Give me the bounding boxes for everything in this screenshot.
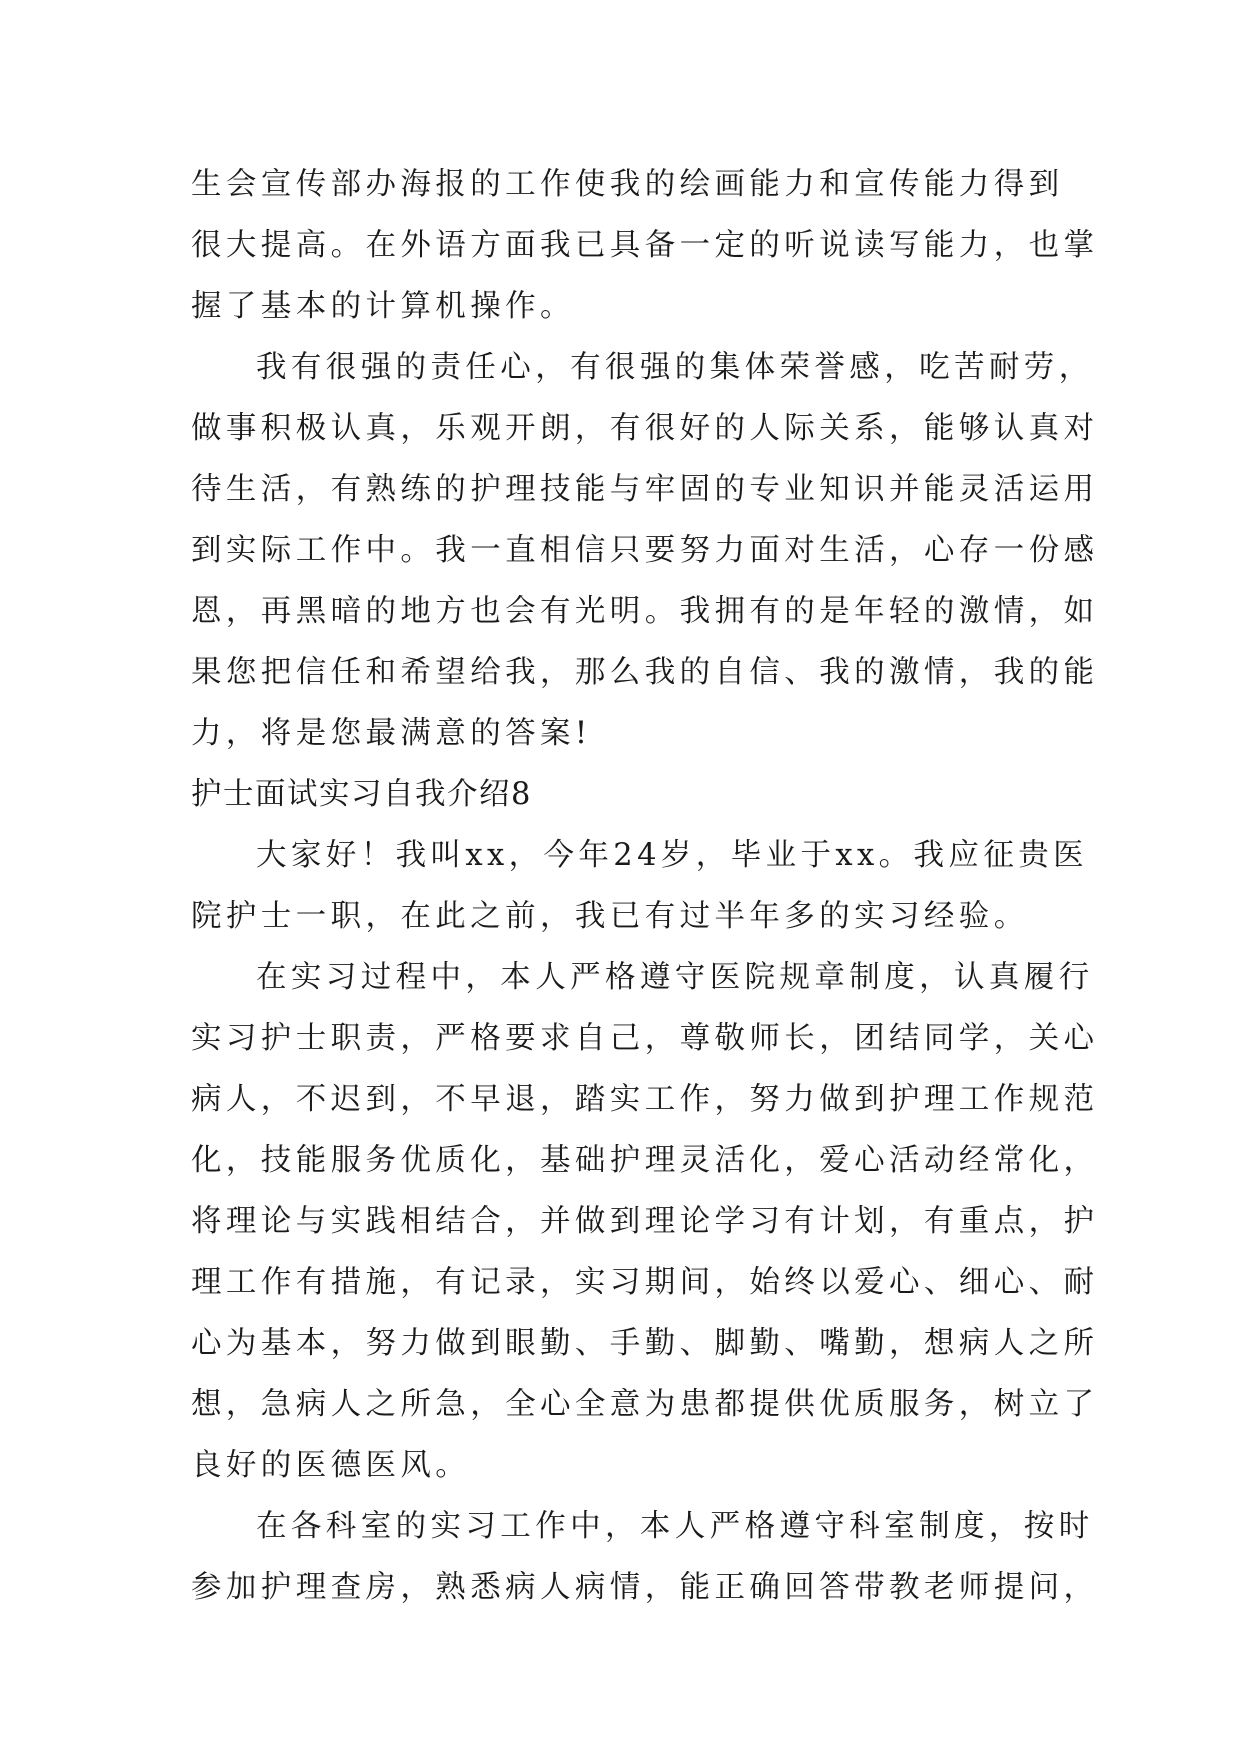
paragraph-line: 很大提高。在外语方面我已具备一定的听说读写能力，也掌 bbox=[191, 228, 1099, 263]
paragraph-line: 到实际工作中。我一直相信只要努力面对生活，心存一份感 bbox=[191, 533, 1099, 568]
section-heading: 护士面试实习自我介绍8 bbox=[191, 777, 532, 812]
paragraph-line: 恩，再黑暗的地方也会有光明。我拥有的是年轻的激情，如 bbox=[191, 594, 1099, 629]
paragraph-line: 生会宣传部办海报的工作使我的绘画能力和宣传能力得到 bbox=[191, 167, 1064, 202]
paragraph-line: 做事积极认真，乐观开朗，有很好的人际关系，能够认真对 bbox=[191, 411, 1099, 446]
paragraph-line: 待生活，有熟练的护理技能与牢固的专业知识并能灵活运用 bbox=[191, 472, 1099, 507]
paragraph-line: 化，技能服务优质化，基础护理灵活化，爱心活动经常化， bbox=[191, 1143, 1099, 1178]
paragraph-line: 果您把信任和希望给我，那么我的自信、我的激情，我的能 bbox=[191, 655, 1099, 690]
paragraph-line: 良好的医德医风。 bbox=[191, 1448, 471, 1483]
paragraph-line: 力，将是您最满意的答案! bbox=[191, 716, 592, 751]
paragraph-line: 大家好！我叫xx，今年24岁，毕业于xx。我应征贵医 bbox=[256, 838, 1089, 873]
paragraph-line: 握了基本的计算机操作。 bbox=[191, 289, 575, 324]
paragraph-line: 心为基本，努力做到眼勤、手勤、脚勤、嘴勤，想病人之所 bbox=[191, 1326, 1099, 1361]
paragraph-line: 病人，不迟到，不早退，踏实工作，努力做到护理工作规范 bbox=[191, 1082, 1099, 1117]
paragraph-line: 院护士一职，在此之前，我已有过半年多的实习经验。 bbox=[191, 899, 1029, 934]
paragraph-line: 我有很强的责任心，有很强的集体荣誉感，吃苦耐劳， bbox=[256, 350, 1094, 385]
paragraph-line: 在实习过程中，本人严格遵守医院规章制度，认真履行 bbox=[256, 960, 1094, 995]
paragraph-line: 在各科室的实习工作中，本人严格遵守科室制度，按时 bbox=[256, 1509, 1094, 1544]
paragraph-line: 实习护士职责，严格要求自己，尊敬师长，团结同学，关心 bbox=[191, 1021, 1099, 1056]
paragraph-line: 将理论与实践相结合，并做到理论学习有计划，有重点，护 bbox=[191, 1204, 1099, 1239]
paragraph-line: 参加护理查房，熟悉病人病情，能正确回答带教老师提问， bbox=[191, 1570, 1099, 1605]
paragraph-line: 想，急病人之所急，全心全意为患都提供优质服务，树立了 bbox=[191, 1387, 1099, 1422]
paragraph-line: 理工作有措施，有记录，实习期间，始终以爱心、细心、耐 bbox=[191, 1265, 1099, 1300]
